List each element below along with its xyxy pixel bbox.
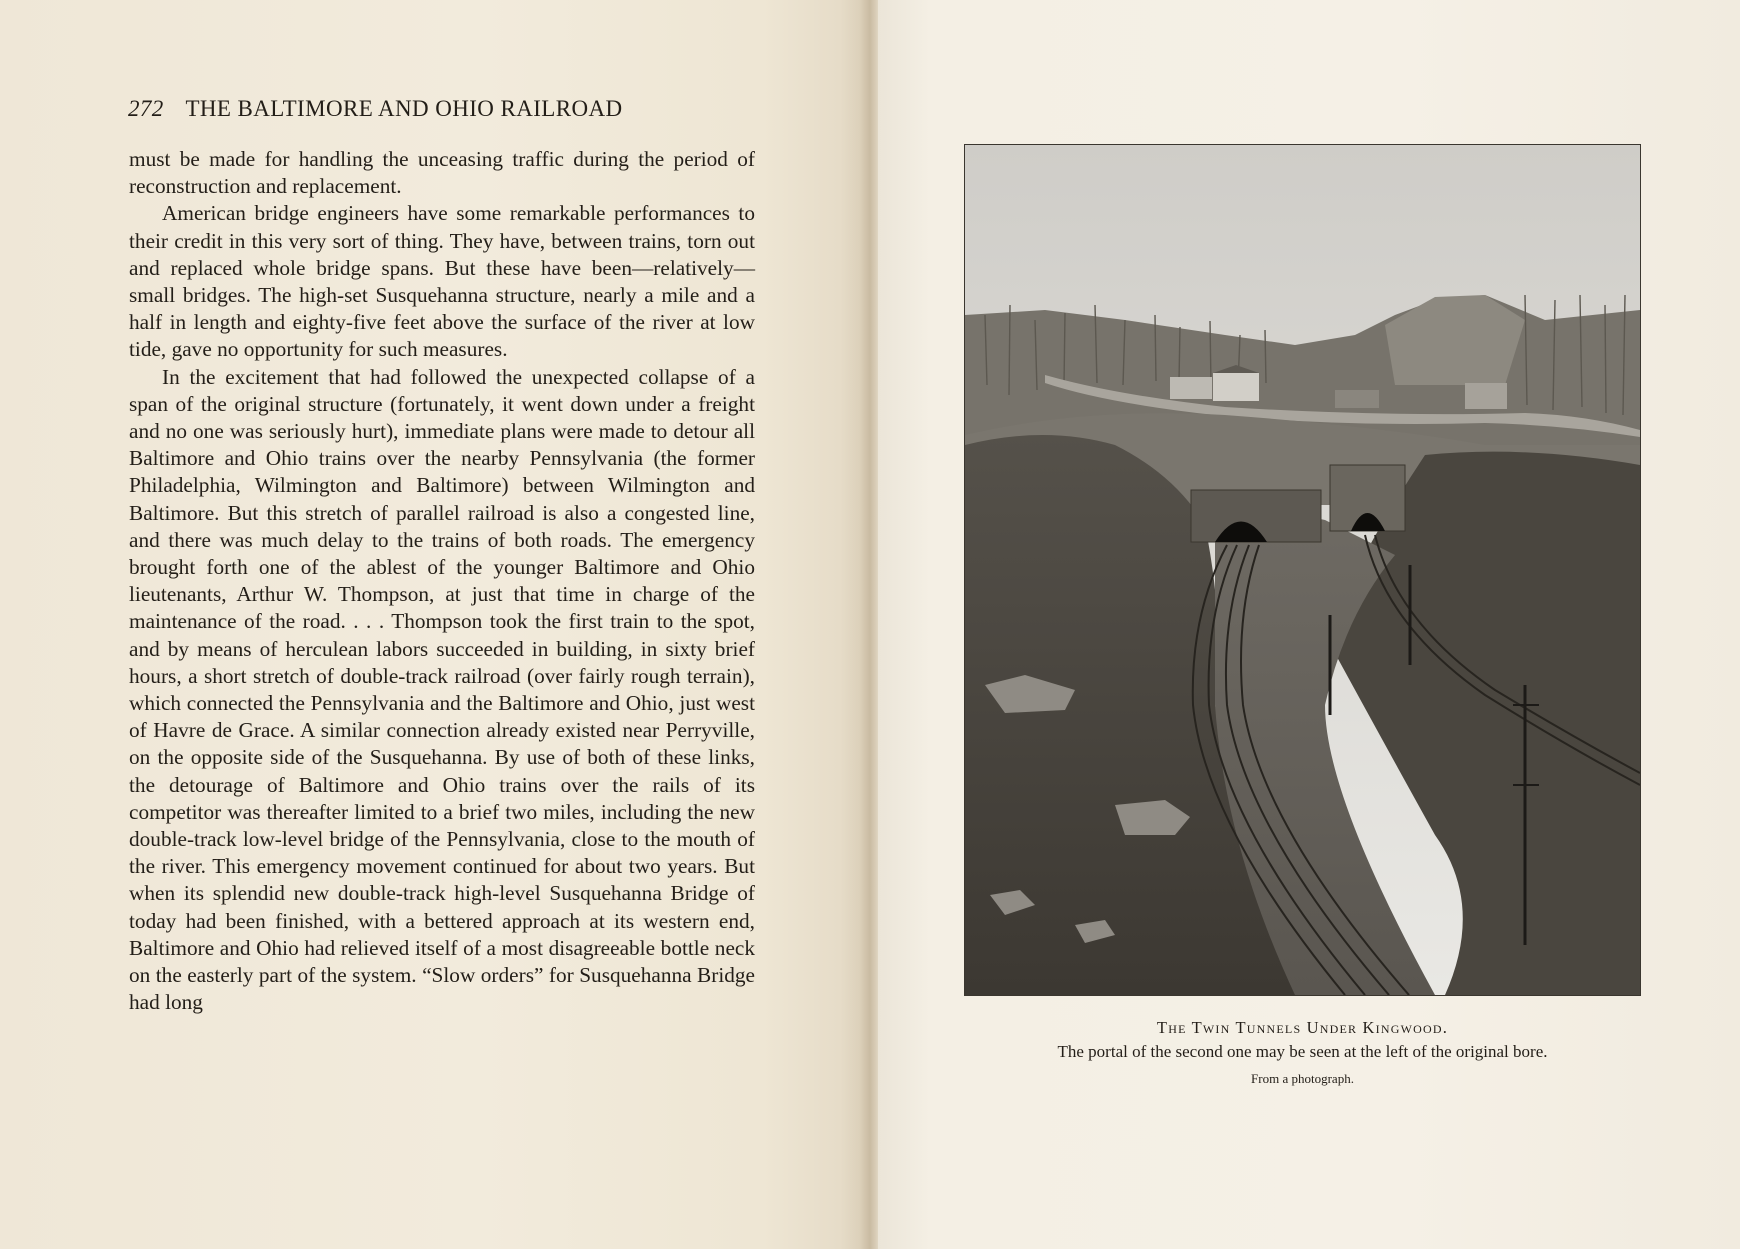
running-head — [128, 96, 758, 130]
page-number: 272 — [128, 96, 164, 121]
tunnel-photograph-drawing — [965, 145, 1640, 995]
caption-source: From a photograph. — [1251, 1071, 1354, 1086]
paragraph-continued: must be made for handling the unceasing traffic during the period of reconstruction and replacement. — [129, 147, 755, 199]
paragraph-bridge-engineers: American bridge engineers have some remarkable performances to their credit in this very sort of thing. They have, between trains, torn out and replaced whole bridge spans. But these have been—relatively—small bridges. The high-set Susquehanna structure, nearly a mile and a half in length and eighty-five feet above the surface of the river at low tide, gave no opportunity for such measures. — [129, 201, 755, 362]
paragraph-detour: In the excitement that had followed the unexpected collapse of a span of the original structure (fortunately, it went down under a freight and no one was seriously hurt), immediate plans were made to detour all Baltimore and Ohio trains over the nearby Pennsylvania (the former Philadelphia, Wilmington and Baltimore) between Wilmington and Baltimore. But this stretch of parallel railroad is also a congested line, and there was much delay to the trains of both roads. The emergency brought forth one of the ablest of the younger Baltimore and Ohio lieutenants, Arthur W. Thompson, at just that time in charge of the maintenance of the road. . . . Thompson took the first train to the spot, and by means of herculean labors succeeded in building, in sixty brief hours, a short stretch of double-track railroad (over fairly rough terrain), which connected the Pennsylvania and the Baltimore and Ohio, just west of Havre de Grace. A similar connection already existed near Perryville, on the opposite side of the Susquehanna. By use of both of these links, the detourage of Baltimore and Ohio trains over the rails of its competitor was thereafter limited to a brief two miles, including the new double-track low-level bridge of the Pennsylvania, close to the mouth of the river. This emergency movement continued for about two years. But when its splendid new double-track high-level Susquehanna Bridge of today had been finished, with a bettered approach at its western end, Baltimore and Ohio had relieved itself of a most disagreeable bottle neck on the easterly part of the system. “Slow orders” for Susquehanna Bridge had long — [129, 364, 755, 1015]
caption-title: The Twin Tunnels Under Kingwood. — [1156, 1018, 1449, 1037]
body-text — [129, 146, 755, 1017]
tunnel-photograph — [965, 145, 1640, 995]
running-head-title: THE BALTIMORE AND OHIO RAILROAD — [185, 96, 623, 121]
caption-description: The portal of the second one may be seen at the left of the original bore. — [1057, 1042, 1548, 1061]
